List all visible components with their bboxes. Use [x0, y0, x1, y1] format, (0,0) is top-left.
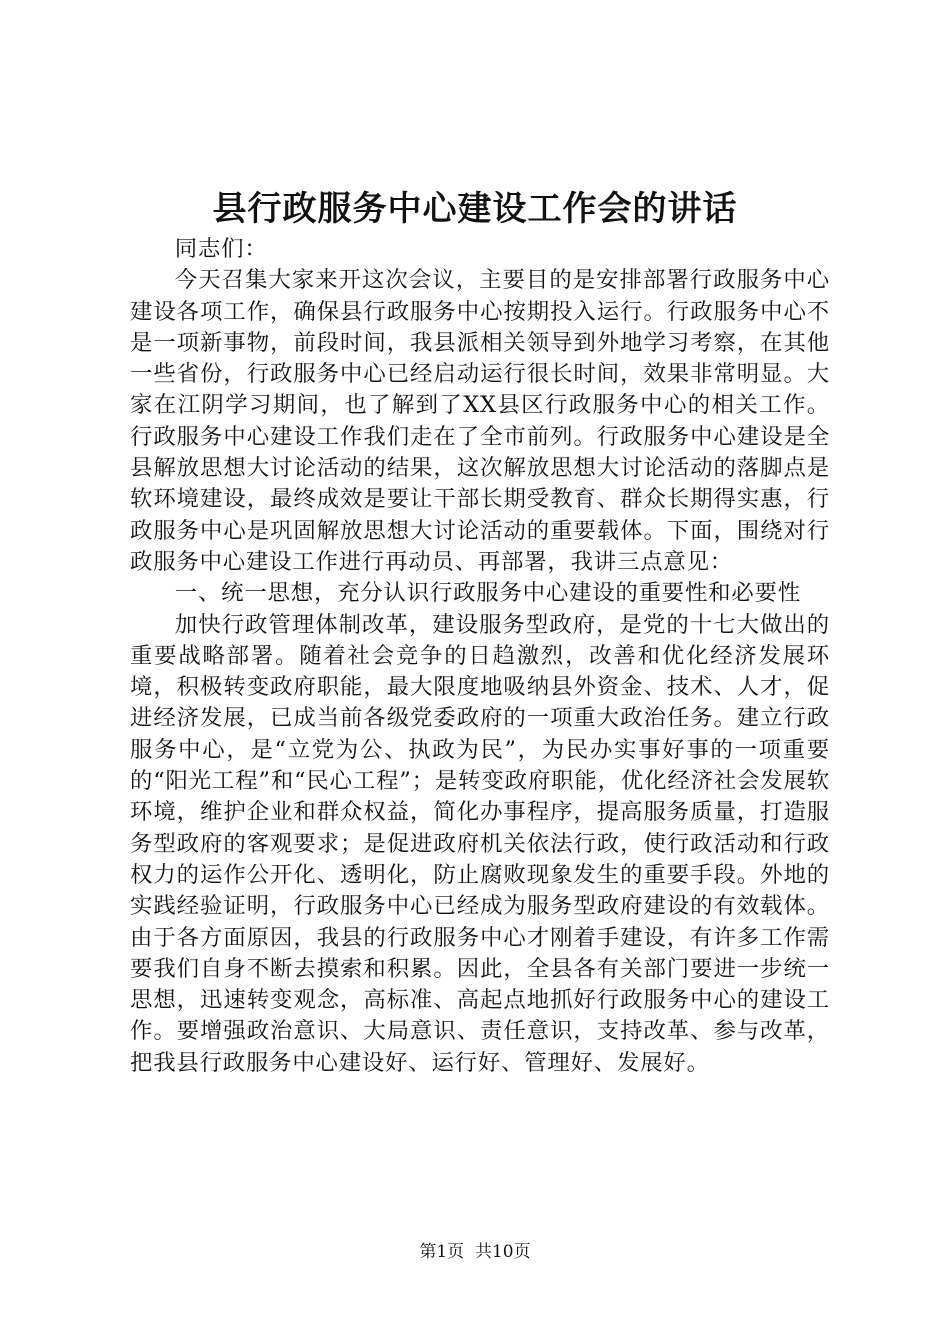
section-1-paragraph: 加快行政管理体制改革，建设服务型政府，是党的十七大做出的重要战略部署。随着社会竞争的日趋激烈，改善和优化经济发展环境，积极转变政府职能，最大限度地吸纳县外资金、技术、人才，促进经济发展，已成当前各级党委政府的一项重大政治任务。建立行政服务中心，是“立党为公、执政为民”，为民办实事好事的一项重要的“阳光工程”和“民心工程”；是转变政府职能，优化经济社会发展软环境，维护企业和群众权益，简化办事程序，提高服务质量，打造服务型政府的客观要求；是促进政府机关依法行政，使行政活动和行政权力的运作公开化、透明化，防止腐败现象发生的重要手段。外地的实践经验证明，行政服务中心已经成为服务型政府建设的有效载体。由于各方面原因，我县的行政服务中心才刚着手建设，有许多工作需要我们自身不断去摸索和积累。因此，全县各有关部门要进一步统一思想，迅速转变观念，高标准、高起点地抓好行政服务中心的建设工作。要增强政治意识、大局意识、责任意识，支持改革、参与改革，把我县行政服务中心建设好、运行好、管理好、发展好。 [130, 611, 830, 1076]
document-title: 县行政服务中心建设工作会的讲话 [212, 189, 738, 229]
salutation-paragraph: 同志们： [174, 236, 268, 262]
page-footer [0, 1240, 950, 1264]
intro-paragraph: 今天召集大家来开这次会议，主要目的是安排部署行政服务中心建设各项工作，确保县行政服务中心按期投入运行。行政服务中心不是一项新事物，前段时间，我县派相关领导到外地学习考察，在其他一些省份，行政服务中心已经启动运行很长时间，效果非常明显。大家在江阴学习期间，也了解到了XX县区行政服务中心的相关工作。行政服务中心建设工作我们走在了全市前列。行政服务中心建设是全县解放思想大讨论活动的结果，这次解放思想大讨论活动的落脚点是软环境建设，最终成效是要让干部长期受教育、群众长期得实惠，行政服务中心是巩固解放思想大讨论活动的重要载体。下面，围绕对行政服务中心建设工作进行再动员、再部署，我讲三点意见： [130, 267, 830, 575]
document-body [130, 234, 830, 1079]
section-heading-1: 一、统一思想，充分认识行政服务中心建设的重要性和必要性 [174, 580, 801, 607]
page-number-label: 第1页 共10页 [419, 1242, 531, 1262]
